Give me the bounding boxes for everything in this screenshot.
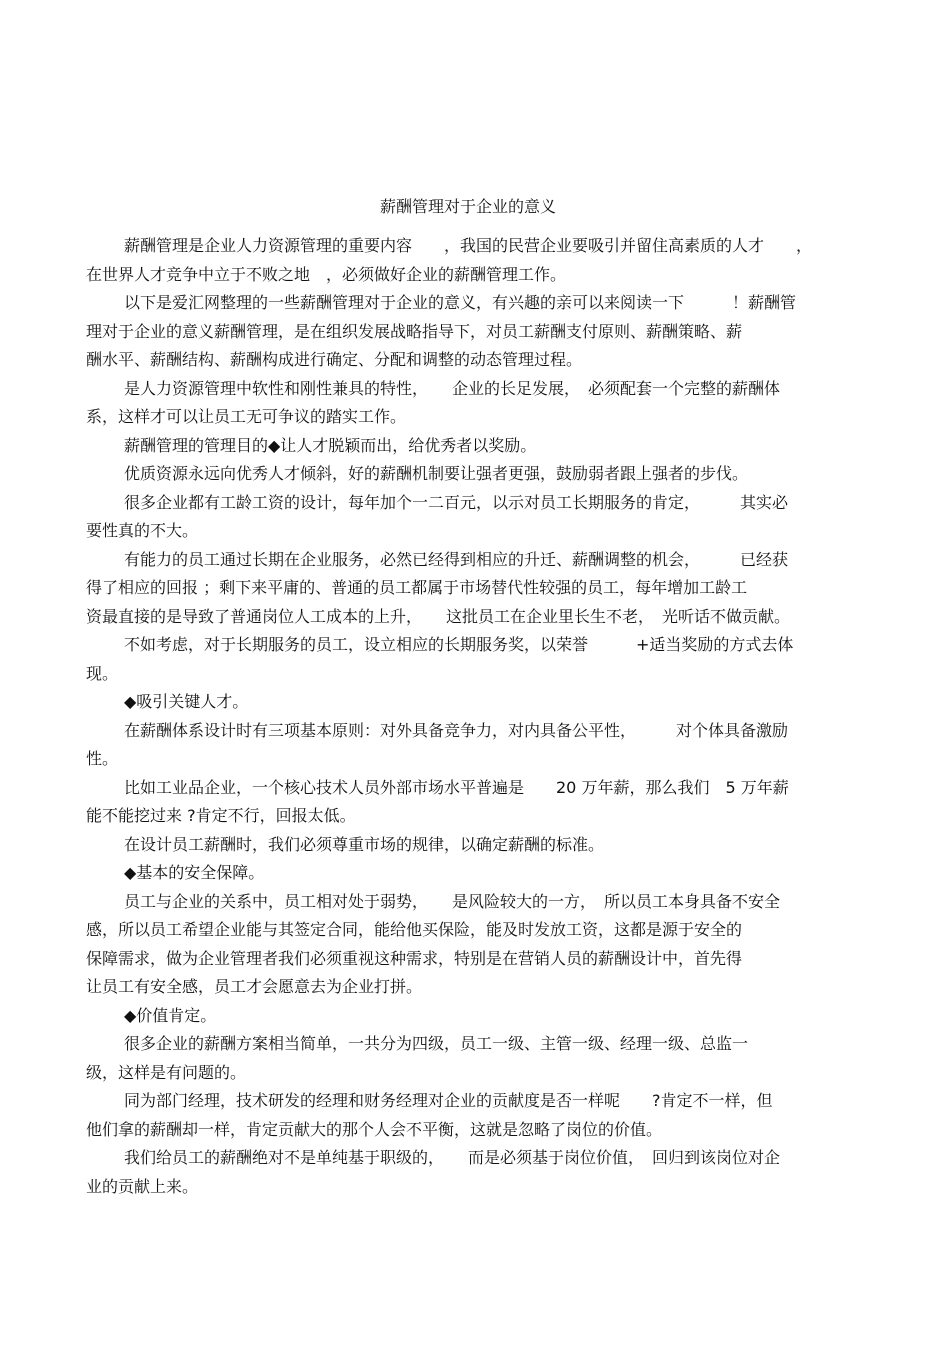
paragraph-line: 很多企业都有工龄工资的设计，每年加个一二百元，以示对员工长期服务的肯定， 其实必 (124, 492, 789, 512)
paragraph-line: 在薪酬体系设计时有三项基本原则：对外具备竞争力，对内具备公平性， 对个体具备激励 (124, 720, 789, 740)
paragraph (86, 859, 866, 888)
paragraph-line: 级，这样是有问题的。 (86, 1062, 247, 1082)
paragraph-line: 薪酬管理是企业人力资源管理的重要内容 ，我国的民营企业要吸引并留住高素质的人才 ， (124, 236, 813, 255)
paragraph (86, 774, 866, 831)
paragraph-line: ◆价值肯定。 (124, 1005, 217, 1025)
paragraph-line: 员工与企业的关系中，员工相对处于弱势， 是风险较大的一方， 所以员工本身具备不安全 (124, 891, 781, 911)
paragraph (86, 888, 866, 1002)
paragraph (86, 1144, 866, 1201)
paragraph-line: 感，所以员工希望企业能与其签定合同，能给他买保险，能及时发放工资，这都是源于安全的 (86, 920, 743, 939)
paragraph (86, 717, 866, 774)
paragraph-line: 是人力资源管理中软性和刚性兼具的特性， 企业的长足发展， 必须配套一个完整的薪酬体 (124, 378, 781, 398)
paragraph-line: 资最直接的是导致了普通岗位人工成本的上升， 这批员工在企业里长生不老， 光听话不做贡献。 (86, 606, 791, 626)
paragraph-line: ◆吸引关键人才。 (124, 692, 249, 711)
paragraph-line: 在设计员工薪酬时，我们必须尊重市场的规律，以确定薪酬的标准。 (124, 834, 605, 854)
paragraph (86, 232, 866, 289)
document-title: 薪酬管理对于企业的意义 (379, 197, 556, 216)
paragraph-line: 要性真的不大。 (86, 521, 199, 540)
paragraph-line: 他们拿的薪酬却一样，肯定贡献大的那个人会不平衡，这就是忽略了岗位的价值。 (86, 1119, 663, 1139)
paragraph-line: 很多企业的薪酬方案相当简单，一共分为四级，员工一级、主管一级、经理一级、总监一 (124, 1034, 749, 1053)
paragraph (86, 1087, 866, 1144)
paragraph-line: ◆基本的安全保障。 (124, 863, 265, 882)
paragraph (86, 1002, 866, 1031)
paragraph (86, 289, 866, 375)
paragraph-line: 优质资源永远向优秀人才倾斜，好的薪酬机制要让强者更强，鼓励弱者跟上强者的步伐。 (124, 464, 749, 483)
paragraph-line: 以下是爱汇网整理的一些薪酬管理对于企业的意义，有兴趣的亲可以来阅读一下 ！薪酬管 (124, 293, 797, 312)
paragraph (86, 631, 866, 688)
paragraph (86, 460, 866, 489)
paragraph (86, 831, 866, 860)
paragraph-line: 能不能挖过来 ?肯定不行，回报太低。 (86, 806, 356, 825)
paragraph-line: 让员工有安全感，员工才会愿意去为企业打拼。 (86, 977, 423, 996)
paragraph-line: 有能力的员工通过长期在企业服务，必然已经得到相应的升迁、薪酬调整的机会， 已经获 (124, 549, 789, 569)
paragraph (86, 375, 866, 432)
paragraph (86, 432, 866, 461)
paragraph-line: 系，这样才可以让员工无可争议的踏实工作。 (86, 407, 407, 426)
paragraph-line: 业的贡献上来。 (86, 1176, 199, 1196)
paragraph-line: 理对于企业的意义薪酬管理，是在组织发展战略指导下，对员工薪酬支付原则、薪酬策略、薪 (86, 321, 743, 341)
document-body (86, 232, 866, 1201)
paragraph-line: 得了相应的回报 ；剩下来平庸的、普通的员工都属于市场替代性较强的员工，每年增加工龄工 (86, 578, 748, 597)
paragraph-line: 保障需求，做为企业管理者我们必须重视这种需求，特别是在营销人员的薪酬设计中，首先得 (86, 948, 743, 968)
paragraph (86, 546, 866, 632)
paragraph-line: 同为部门经理，技术研发的经理和财务经理对企业的贡献度是否一样呢 ?肯定不一样，但 (124, 1091, 773, 1110)
paragraph-line: 我们给员工的薪酬绝对不是单纯基于职级的， 而是必须基于岗位价值， 回归到该岗位对企 (124, 1148, 781, 1167)
paragraph (86, 688, 866, 717)
paragraph-line: 不如考虑，对于长期服务的员工，设立相应的长期服务奖，以荣誉 +适当奖励的方式去体 (124, 635, 794, 654)
paragraph-line: 在世界人才竞争中立于不败之地 ，必须做好企业的薪酬管理工作。 (86, 264, 567, 284)
paragraph-line: 性。 (86, 749, 119, 768)
paragraph-line: 薪酬管理的管理目的◆让人才脱颖而出，给优秀者以奖励。 (124, 435, 537, 455)
paragraph-line: 比如工业品企业，一个核心技术人员外部市场水平普遍是 20 万年薪，那么我们 5 万年薪 (124, 777, 789, 797)
paragraph (86, 489, 866, 546)
paragraph-line: 酬水平、薪酬结构、薪酬构成进行确定、分配和调整的动态管理过程。 (86, 350, 583, 369)
paragraph (86, 1030, 866, 1087)
paragraph-line: 现。 (86, 663, 119, 683)
